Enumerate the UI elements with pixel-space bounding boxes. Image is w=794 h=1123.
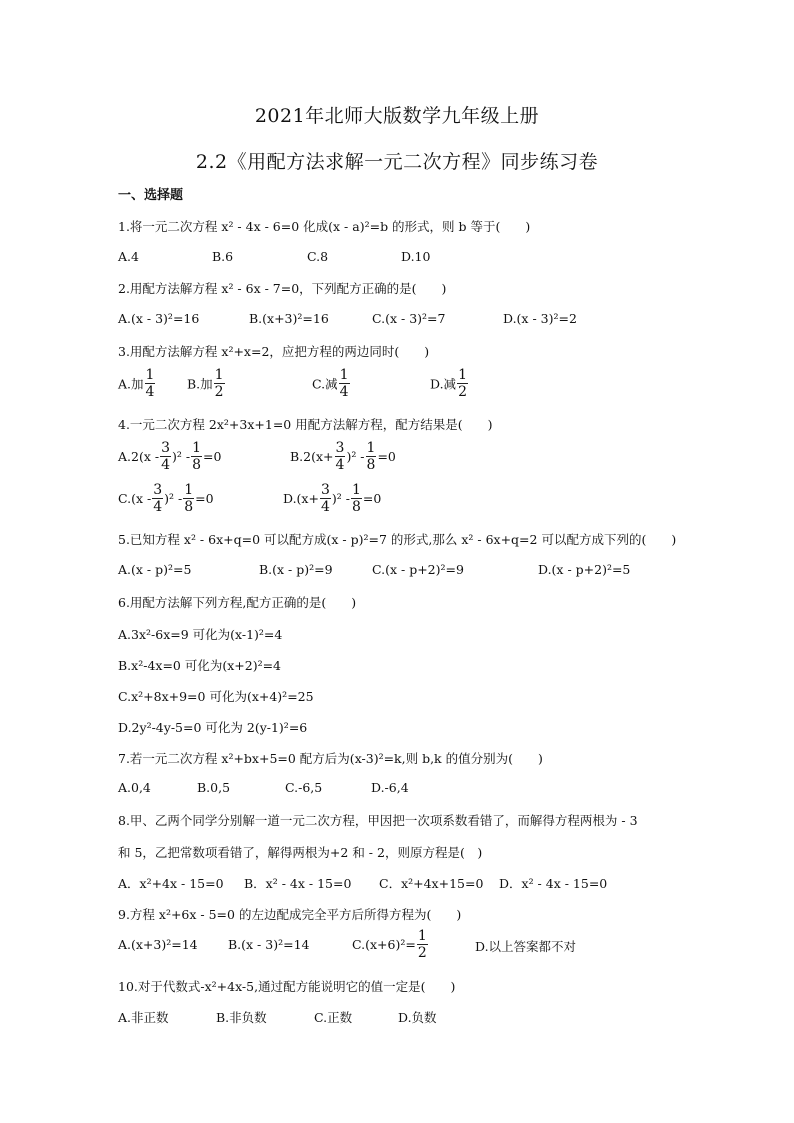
numerator: 3 [335, 440, 345, 456]
question-2: 2.用配方法解方程 x² - 6x - 7=0，下列配方正确的是( ) [118, 281, 447, 296]
q4-option-b [290, 441, 396, 472]
q1-option-b: B.6 [212, 249, 234, 264]
denominator: 8 [192, 457, 202, 473]
q4-b-suffix: =0 [377, 449, 396, 464]
numerator: 1 [192, 440, 202, 456]
q6-option-c: C.x²+8x+9=0 可化为(x+4)²=25 [118, 689, 314, 704]
numerator: 1 [145, 367, 155, 383]
q9-option-b: B.(x - 3)²=14 [228, 937, 310, 952]
denominator: 4 [339, 384, 349, 400]
numerator: 1 [417, 928, 427, 944]
fraction [320, 483, 331, 514]
fraction [417, 929, 428, 960]
denominator: 4 [320, 499, 330, 515]
q2-option-a: A.(x - 3)²=16 [118, 311, 200, 326]
q4-b-prefix: B.2(x+ [290, 449, 334, 464]
q3-option-a-label: A.加 [118, 376, 144, 392]
q10-option-b: B.非负数 [216, 1010, 267, 1025]
q2-option-d: D.(x - 3)²=2 [503, 311, 577, 326]
q3-option-b-label: B.加 [187, 376, 213, 392]
question-8: 8.甲、乙两个同学分别解一道一元二次方程，甲因把一次项系数看错了，而解得方程两根为 - 3 [118, 813, 638, 828]
fraction [366, 441, 377, 472]
q4-option-a [118, 441, 221, 472]
q4-d-suffix: =0 [362, 491, 382, 506]
fraction [339, 368, 350, 399]
fraction [160, 441, 171, 472]
numerator: 3 [153, 482, 163, 498]
q1-option-c: C.8 [307, 249, 329, 264]
fraction [335, 441, 346, 472]
denominator: 4 [145, 384, 155, 400]
numerator: 1 [214, 367, 224, 383]
q7-option-c: C.-6,5 [285, 780, 323, 795]
q4-d-prefix: D.(x+ [283, 491, 319, 506]
q9-option-d: D.以上答案都不对 [475, 939, 577, 954]
q7-option-b: B.0,5 [197, 780, 231, 795]
denominator: 2 [417, 945, 427, 961]
question-5: 5.已知方程 x² - 6x+q=0 可以配方成(x - p)²=7 的形式,那么 x² - 6x+q=2 可以配方成下列的( ) [118, 532, 677, 547]
numerator: 1 [458, 367, 467, 383]
q3-option-c-label: C.减 [312, 376, 338, 392]
denominator: 4 [161, 457, 170, 473]
numerator: 3 [320, 482, 330, 498]
fraction [183, 483, 194, 514]
q3-option-c [312, 368, 351, 399]
q5-option-a: A.(x - p)²=5 [118, 562, 192, 577]
q4-c-middle: )² - [164, 491, 183, 506]
fraction [191, 441, 202, 472]
denominator: 4 [153, 499, 163, 515]
question-7: 7.若一元二次方程 x²+bx+5=0 配方后为(x-3)²=k,则 b,k 的值分别为( ) [118, 751, 543, 766]
q10-option-a: A.非正数 [118, 1010, 169, 1025]
denominator: 2 [458, 384, 467, 400]
q5-option-b: B.(x - p)²=9 [259, 562, 333, 577]
q3-option-d-label: D.减 [430, 376, 457, 392]
fraction [214, 368, 225, 399]
q9-option-a: A.(x+3)²=14 [118, 937, 198, 952]
denominator: 8 [366, 457, 376, 473]
q2-option-c: C.(x - 3)²=7 [372, 311, 446, 326]
q4-b-middle: )² - [346, 449, 365, 464]
q10-option-d: D.负数 [398, 1010, 437, 1025]
q9-option-c [352, 929, 429, 960]
q5-option-c: C.(x - p+2)²=9 [372, 562, 464, 577]
q4-a-prefix: A.2(x - [118, 449, 160, 464]
q3-option-a [118, 368, 156, 399]
q3-option-d [430, 368, 469, 399]
q9-option-c-label: C.(x+6)²= [352, 937, 416, 952]
fraction [145, 368, 156, 399]
page-title: 2021年北师大版数学九年级上册 [254, 105, 540, 127]
question-1: 1.将一元二次方程 x² - 4x - 6=0 化成(x - a)²=b 的形式，则 b 等于( ) [118, 219, 531, 234]
q6-option-a: A.3x²-6x=9 可化为(x-1)²=4 [118, 627, 283, 642]
fraction [152, 483, 163, 514]
question-8-continued: 和 5，乙把常数项看错了，解得两根为+2 和 - 2，则原方程是( ) [118, 845, 483, 860]
q5-option-d: D.(x - p+2)²=5 [538, 562, 631, 577]
q7-option-a: A.0,4 [118, 780, 151, 795]
q4-c-suffix: =0 [195, 491, 214, 506]
fraction [457, 368, 468, 399]
question-4: 4.一元二次方程 2x²+3x+1=0 用配方法解方程，配方结果是( ) [118, 417, 493, 432]
denominator: 4 [335, 457, 345, 473]
q8-option-a: A．x²+4x - 15=0 [118, 876, 224, 891]
numerator: 1 [184, 482, 194, 498]
question-9: 9.方程 x²+6x - 5=0 的左边配成完全平方后所得方程为( ) [118, 907, 462, 922]
q6-option-d: D.2y²-4y-5=0 可化为 2(y-1)²=6 [118, 720, 308, 735]
q7-option-d: D.-6,4 [371, 780, 409, 795]
q4-a-suffix: =0 [203, 449, 222, 464]
page-subtitle: 2.2《用配方法求解一元二次方程》同步练习卷 [195, 151, 599, 173]
question-6: 6.用配方法解下列方程,配方正确的是( ) [118, 595, 357, 610]
numerator: 1 [339, 367, 349, 383]
q8-option-d: D．x² - 4x - 15=0 [499, 876, 608, 891]
denominator: 8 [184, 499, 194, 515]
q2-option-b: B.(x+3)²=16 [249, 311, 329, 326]
numerator: 1 [366, 440, 376, 456]
denominator: 8 [351, 499, 361, 515]
denominator: 2 [214, 384, 224, 400]
q4-a-middle: )² - [172, 449, 191, 464]
q4-c-prefix: C.(x - [118, 491, 152, 506]
numerator: 1 [351, 482, 361, 498]
q10-option-c: C.正数 [314, 1010, 353, 1025]
q1-option-d: D.10 [401, 249, 431, 264]
q3-option-b [187, 368, 226, 399]
q4-d-middle: )² - [331, 491, 350, 506]
question-10: 10.对于代数式-x²+4x-5,通过配方能说明它的值一定是( ) [118, 979, 456, 994]
q4-option-d [283, 483, 381, 514]
numerator: 3 [161, 440, 170, 456]
q4-option-c [118, 483, 214, 514]
section-heading: 一、选择题 [118, 188, 184, 203]
q6-option-b: B.x²-4x=0 可化为(x+2)²=4 [118, 658, 282, 673]
q8-option-c: C．x²+4x+15=0 [379, 876, 484, 891]
fraction [351, 483, 362, 514]
q1-option-a: A.4 [118, 249, 139, 264]
question-3: 3.用配方法解方程 x²+x=2，应把方程的两边同时( ) [118, 344, 430, 359]
q8-option-b: B．x² - 4x - 15=0 [244, 876, 352, 891]
